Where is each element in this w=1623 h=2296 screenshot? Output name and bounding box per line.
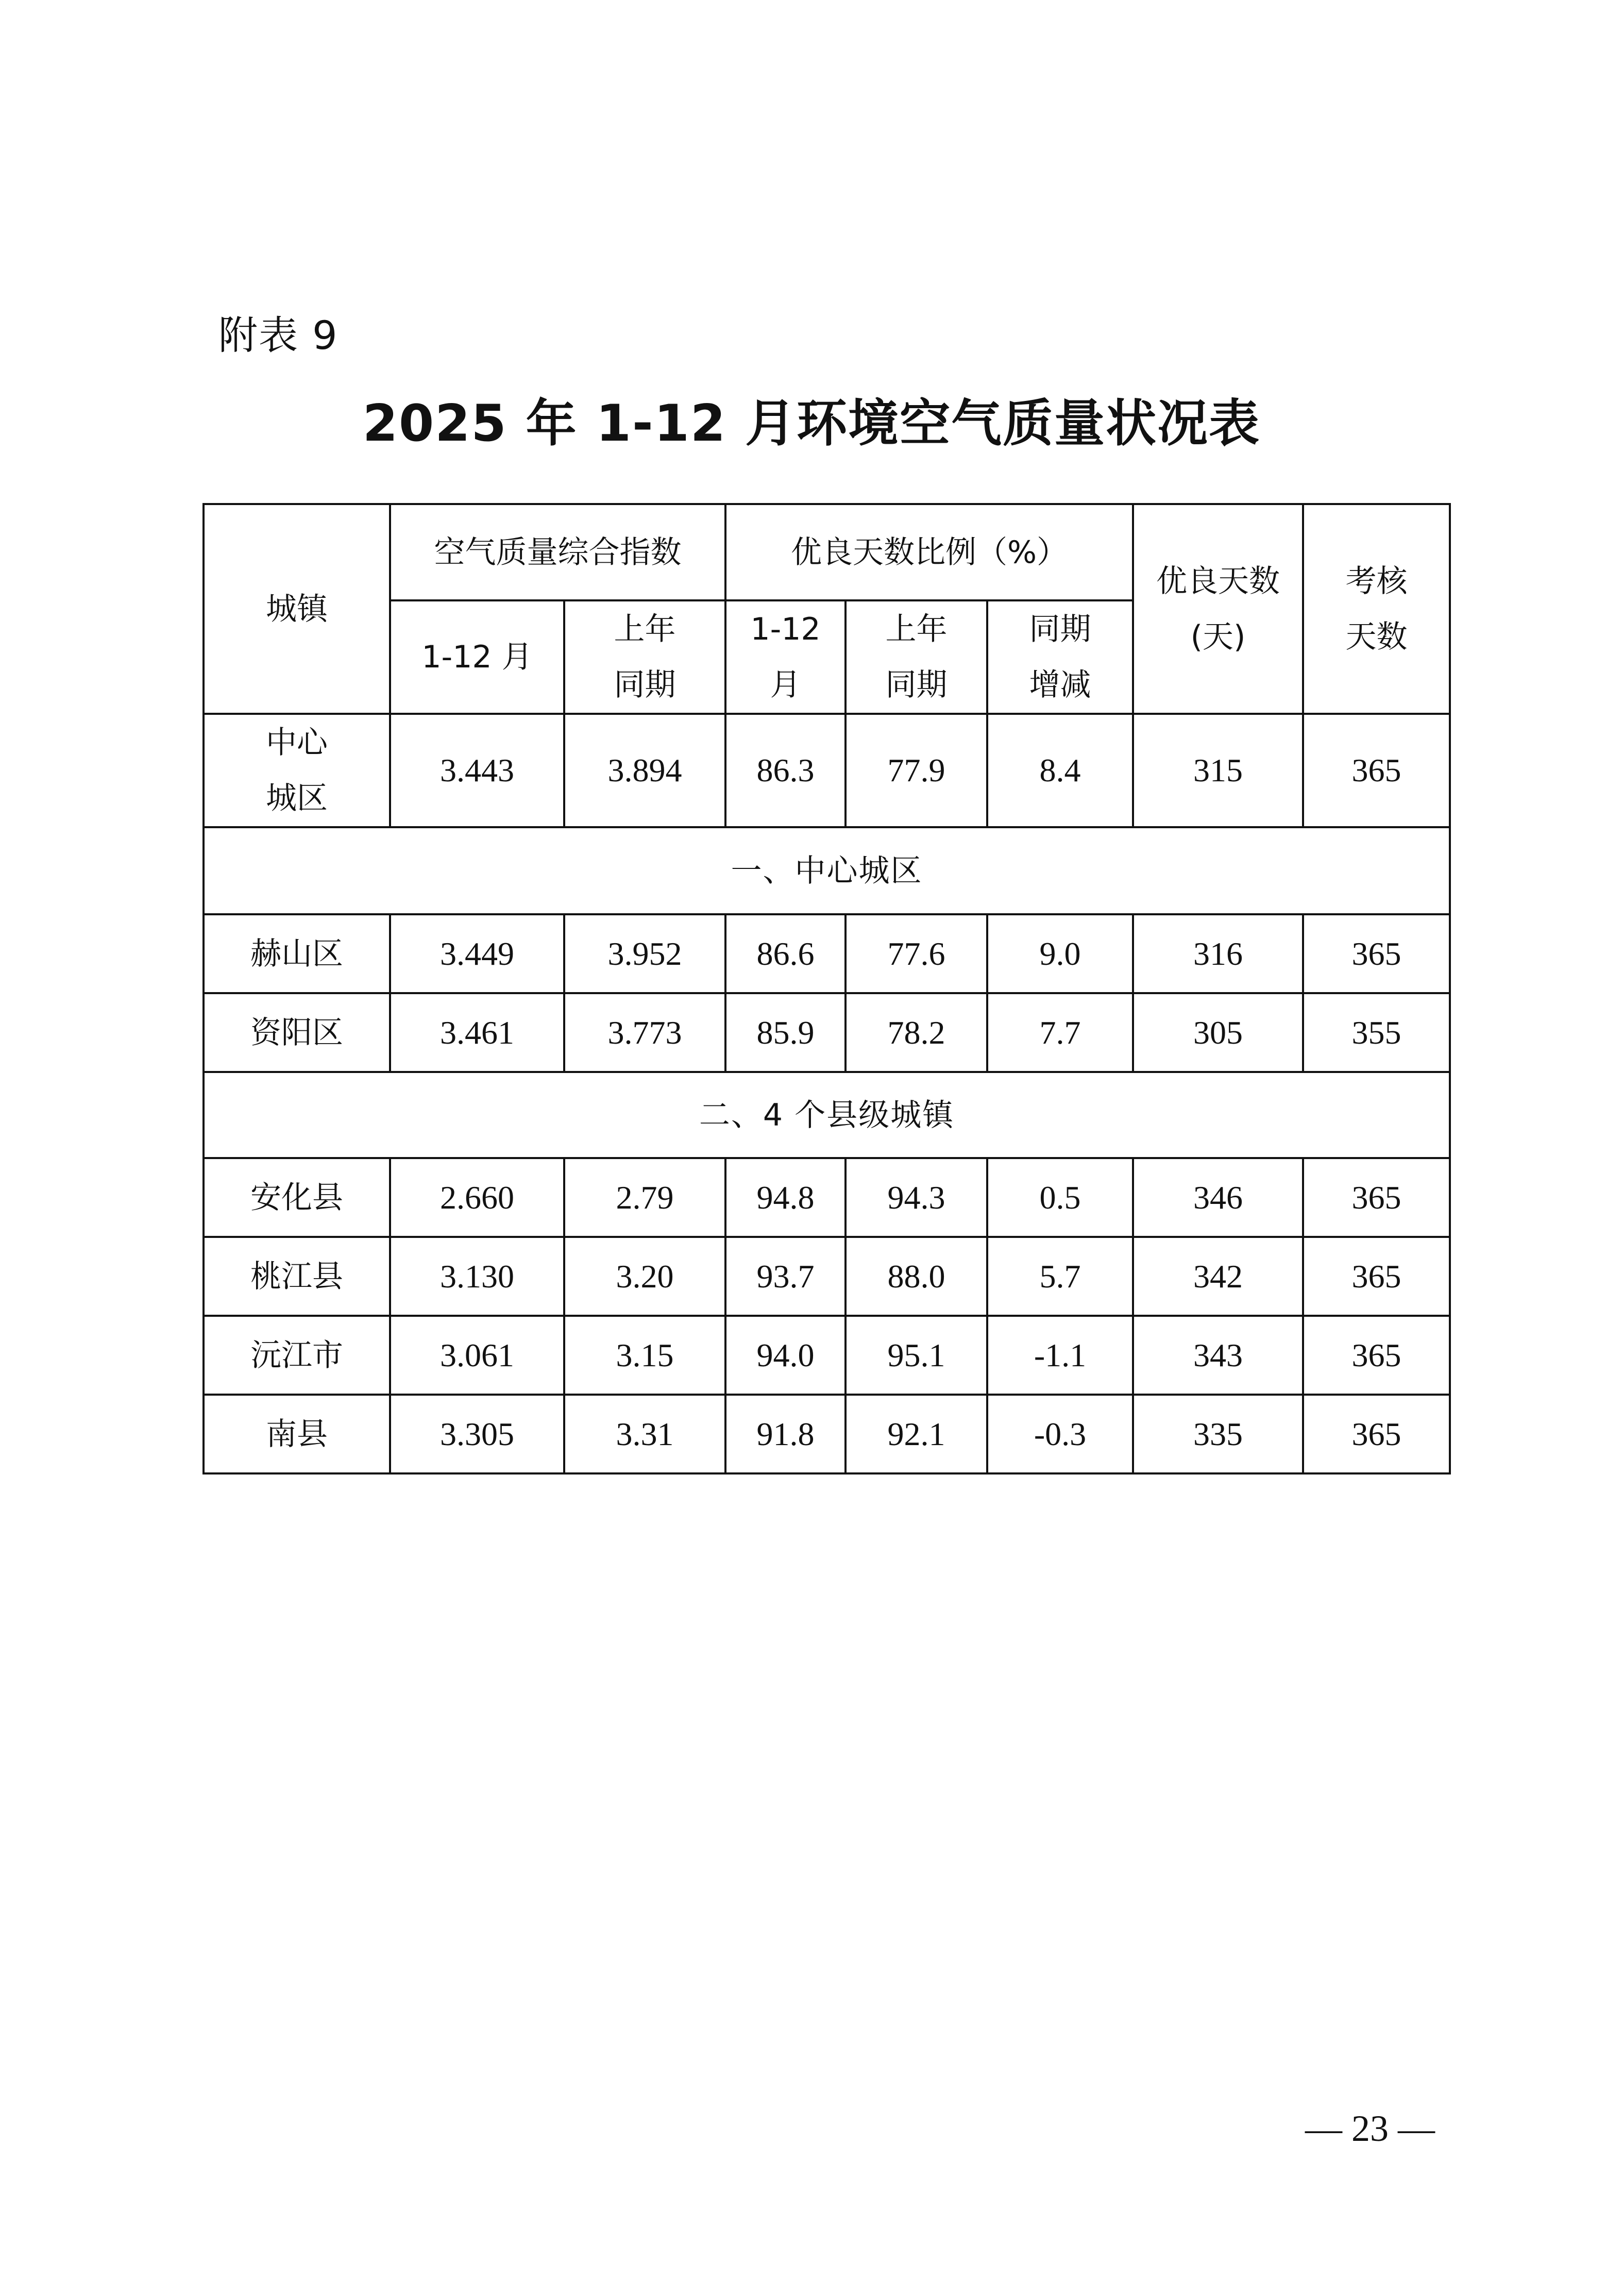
header-aqi-last-year-line2: 同期 xyxy=(614,667,676,703)
row-aqi-current: 2.660 xyxy=(390,1158,564,1237)
header-aqi-last-year-line1: 上年 xyxy=(614,611,676,647)
row-aqi-last-year: 3.31 xyxy=(564,1395,725,1473)
row-assessed-days: 365 xyxy=(1303,1158,1450,1237)
page-title: 2025 年 1-12 月环境空气质量状况表 xyxy=(362,394,1261,453)
row-ratio-last-year: 94.3 xyxy=(846,1158,987,1237)
row-ratio-change: -1.1 xyxy=(987,1316,1133,1395)
header-ratio-current-line2: 月 xyxy=(770,667,801,703)
summary-row xyxy=(204,714,1450,827)
row-assessed-days: 365 xyxy=(1303,914,1450,993)
row-aqi-current: 3.305 xyxy=(390,1395,564,1473)
page-number: — 23 — xyxy=(1305,2108,1435,2149)
header-ratio-change-line1: 同期 xyxy=(1029,611,1091,647)
row-assessed-days: 365 xyxy=(1303,1237,1450,1316)
row-good-days: 343 xyxy=(1133,1316,1303,1395)
row-ratio-last-year: 88.0 xyxy=(846,1237,987,1316)
summary-aqi-last-year: 3.894 xyxy=(564,714,725,827)
row-ratio-change: 5.7 xyxy=(987,1237,1133,1316)
row-aqi-last-year: 3.20 xyxy=(564,1237,725,1316)
table-row xyxy=(204,914,1450,993)
air-quality-table xyxy=(202,503,1451,1474)
header-good-days-line1: 优良天数 xyxy=(1156,563,1280,599)
row-ratio-current: 93.7 xyxy=(725,1237,846,1316)
header-aqi-current: 1-12 月 xyxy=(390,600,564,714)
header-assessed-days-line1: 考核 xyxy=(1345,563,1408,599)
header-ratio-current xyxy=(725,600,846,714)
summary-town-line1: 中心 xyxy=(266,725,328,761)
row-town: 安化县 xyxy=(204,1158,390,1237)
summary-ratio-change: 8.4 xyxy=(987,714,1133,827)
table-row xyxy=(204,1158,1450,1237)
header-aqi-group: 空气质量综合指数 xyxy=(390,504,725,600)
row-assessed-days: 355 xyxy=(1303,993,1450,1072)
row-aqi-current: 3.061 xyxy=(390,1316,564,1395)
row-good-days: 342 xyxy=(1133,1237,1303,1316)
row-town: 桃江县 xyxy=(204,1237,390,1316)
row-town: 资阳区 xyxy=(204,993,390,1072)
row-ratio-change: -0.3 xyxy=(987,1395,1133,1473)
row-town: 沅江市 xyxy=(204,1316,390,1395)
header-assessed-days xyxy=(1303,504,1450,714)
row-assessed-days: 365 xyxy=(1303,1316,1450,1395)
header-ratio-last-year-line2: 同期 xyxy=(885,667,948,703)
header-aqi-last-year xyxy=(564,600,725,714)
header-ratio-change xyxy=(987,600,1133,714)
row-good-days: 335 xyxy=(1133,1395,1303,1473)
row-ratio-current: 85.9 xyxy=(725,993,846,1072)
table-row xyxy=(204,1395,1450,1473)
header-town: 城镇 xyxy=(204,504,390,714)
summary-assessed-days: 365 xyxy=(1303,714,1450,827)
row-ratio-current: 91.8 xyxy=(725,1395,846,1473)
attachment-label: 附表 9 xyxy=(218,312,339,358)
row-good-days: 305 xyxy=(1133,993,1303,1072)
row-ratio-last-year: 92.1 xyxy=(846,1395,987,1473)
header-good-days xyxy=(1133,504,1303,714)
header-good-ratio-group: 优良天数比例（%） xyxy=(725,504,1133,600)
section-header-row xyxy=(204,1072,1450,1158)
row-ratio-change: 9.0 xyxy=(987,914,1133,993)
section-label-county: 二、4 个县级城镇 xyxy=(204,1072,1450,1158)
row-ratio-last-year: 77.6 xyxy=(846,914,987,993)
row-good-days: 346 xyxy=(1133,1158,1303,1237)
row-ratio-current: 94.0 xyxy=(725,1316,846,1395)
header-ratio-current-line1: 1-12 xyxy=(750,611,821,647)
summary-ratio-current: 86.3 xyxy=(725,714,846,827)
row-ratio-change: 0.5 xyxy=(987,1158,1133,1237)
row-aqi-last-year: 2.79 xyxy=(564,1158,725,1237)
row-aqi-current: 3.449 xyxy=(390,914,564,993)
table-row xyxy=(204,1316,1450,1395)
row-ratio-change: 7.7 xyxy=(987,993,1133,1072)
header-ratio-change-line2: 增减 xyxy=(1029,667,1091,703)
row-aqi-current: 3.461 xyxy=(390,993,564,1072)
row-assessed-days: 365 xyxy=(1303,1395,1450,1473)
row-ratio-current: 86.6 xyxy=(725,914,846,993)
row-good-days: 316 xyxy=(1133,914,1303,993)
row-ratio-last-year: 78.2 xyxy=(846,993,987,1072)
row-ratio-last-year: 95.1 xyxy=(846,1316,987,1395)
section-header-row xyxy=(204,827,1450,914)
row-aqi-last-year: 3.15 xyxy=(564,1316,725,1395)
summary-ratio-last-year: 77.9 xyxy=(846,714,987,827)
row-ratio-current: 94.8 xyxy=(725,1158,846,1237)
summary-town xyxy=(204,714,390,827)
row-aqi-current: 3.130 xyxy=(390,1237,564,1316)
header-ratio-last-year xyxy=(846,600,987,714)
table-row xyxy=(204,993,1450,1072)
summary-aqi-current: 3.443 xyxy=(390,714,564,827)
section-label-central: 一、中心城区 xyxy=(204,827,1450,914)
header-good-days-line2: (天) xyxy=(1190,618,1246,655)
row-town: 南县 xyxy=(204,1395,390,1473)
summary-town-line2: 城区 xyxy=(266,780,328,816)
row-town: 赫山区 xyxy=(204,914,390,993)
summary-good-days: 315 xyxy=(1133,714,1303,827)
row-aqi-last-year: 3.952 xyxy=(564,914,725,993)
table-row xyxy=(204,1237,1450,1316)
header-assessed-days-line2: 天数 xyxy=(1345,618,1408,655)
row-aqi-last-year: 3.773 xyxy=(564,993,725,1072)
header-row-1 xyxy=(204,504,1450,600)
header-ratio-last-year-line1: 上年 xyxy=(885,611,948,647)
